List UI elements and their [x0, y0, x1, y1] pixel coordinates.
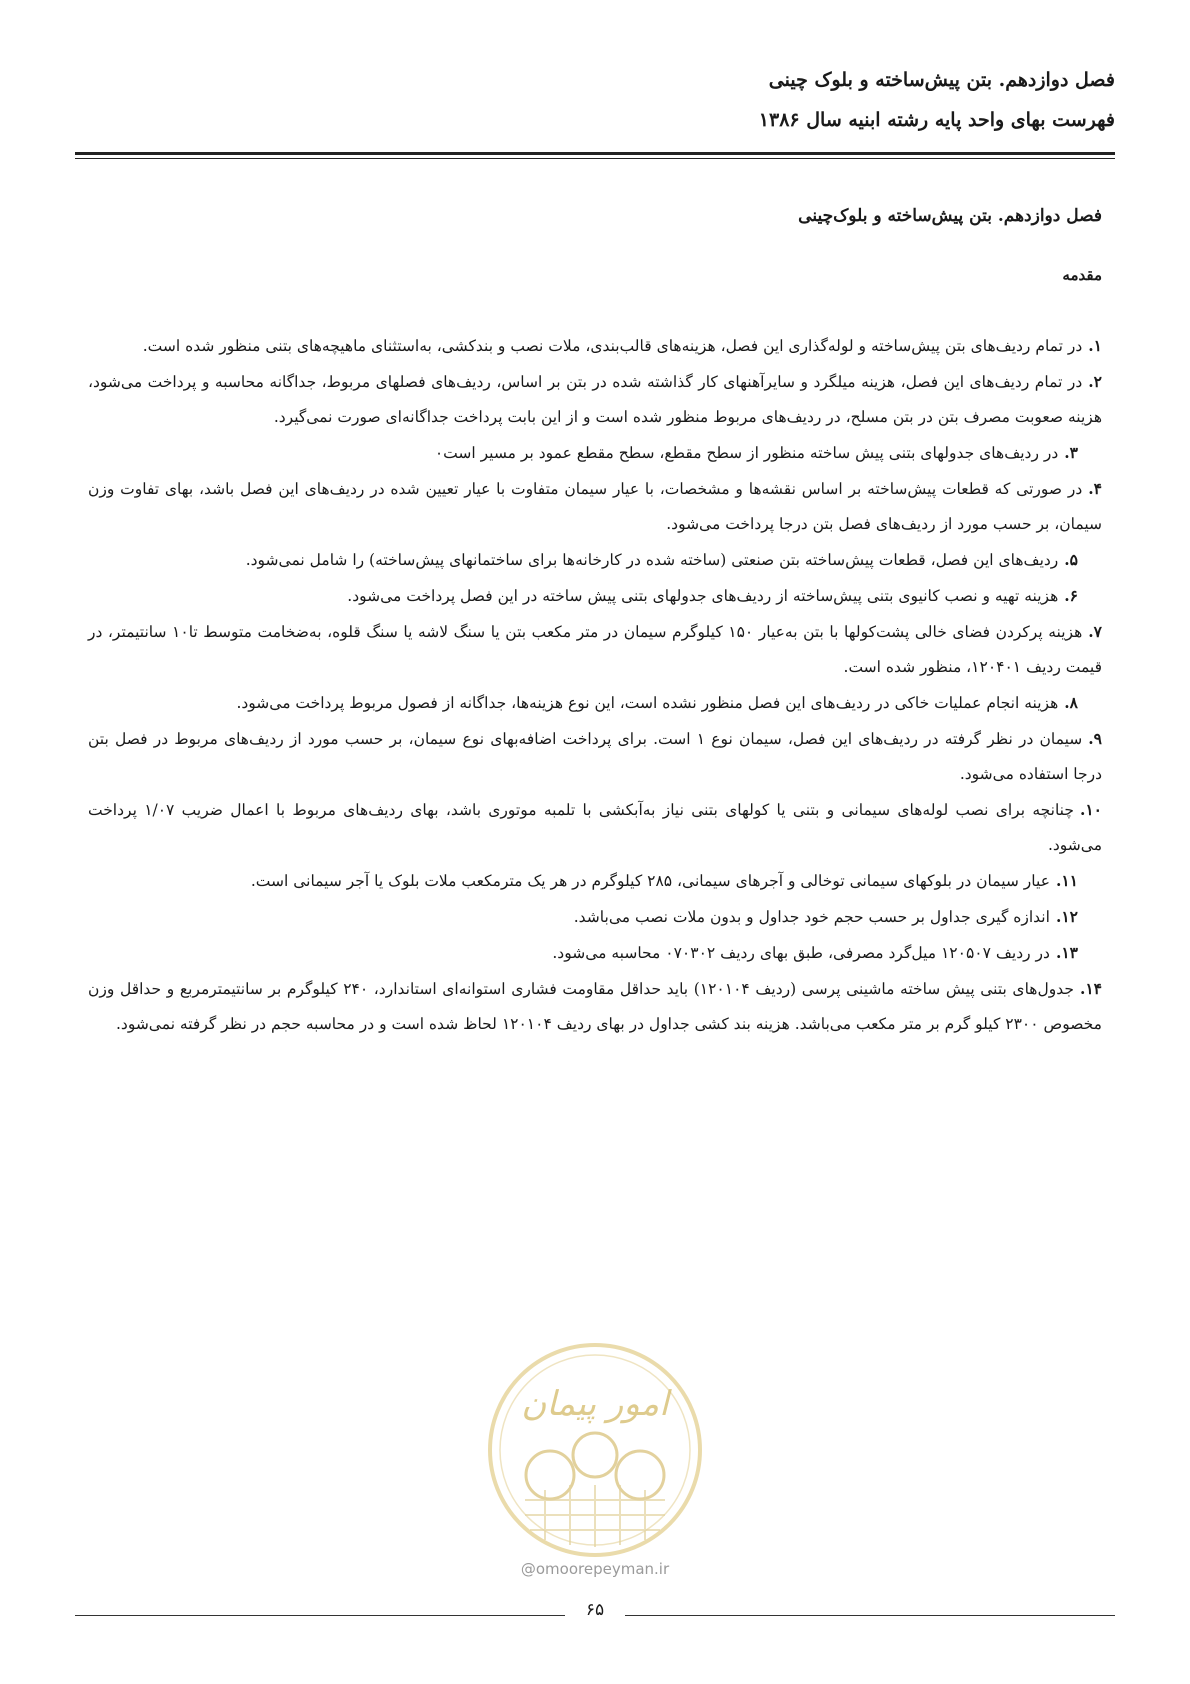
- header-price-list-line: فهرست بهای واحد پایه رشته ابنیه سال ۱۳۸۶: [758, 109, 1115, 131]
- item-number: ۱۰.: [1079, 800, 1103, 819]
- page-number: ۶۵: [585, 1600, 605, 1620]
- list-item: [88, 685, 1102, 721]
- page-footer: [75, 1600, 1115, 1630]
- list-item: [88, 863, 1102, 899]
- watermark-logo-icon: [480, 1335, 710, 1565]
- page-header: [75, 60, 1115, 140]
- item-text: هزینه انجام عملیات خاکی در ردیف‌های این فصل منظور نشده است، این نوع هزینه‌ها، جداگانه از فصول مربوط پرداخت می‌شود.: [236, 694, 1059, 712]
- item-text: ردیف‌های این فصل، قطعات پیش‌ساخته بتن صنعتی (ساخته شده در کارخانه‌ها برای ساختمانهای پیش‌ساخته) را شامل نمی‌شود.: [245, 551, 1059, 569]
- item-number: ۹.: [1088, 729, 1102, 748]
- svg-text:امور پیمان: امور پیمان: [521, 1384, 669, 1424]
- list-item: [88, 935, 1102, 971]
- list-item: [88, 971, 1102, 1042]
- item-number: ۱۳.: [1055, 943, 1078, 962]
- item-number: ۶.: [1064, 586, 1078, 605]
- list-item: [88, 899, 1102, 935]
- item-number: ۱.: [1088, 336, 1102, 355]
- item-number: ۲.: [1088, 372, 1102, 391]
- list-item: [88, 792, 1102, 863]
- item-number: ۱۱.: [1055, 871, 1078, 890]
- header-chapter-line: فصل دوازدهم. بتن پیش‌ساخته و بلوک چینی: [768, 69, 1115, 91]
- list-item: [88, 542, 1102, 578]
- chapter-title: فصل دوازدهم. بتن پیش‌ساخته و بلوک‌چینی: [798, 206, 1102, 226]
- item-text: اندازه گیری جداول بر حسب حجم خود جداول و بدون ملات نصب می‌باشد.: [573, 908, 1050, 926]
- list-item: [88, 328, 1102, 364]
- list-item: [88, 578, 1102, 614]
- item-text: عیار سیمان در بلوکهای سیمانی توخالی و آجرهای سیمانی، ۲۸۵ کیلوگرم در هر یک مترمکعب ملات بلوک یا آجر سیمانی است.: [250, 872, 1050, 890]
- item-text: در تمام ردیف‌های بتن پیش‌ساخته و لوله‌گذاری این فصل، هزینه‌های قالب‌بندی، ملات نصب و بندکشی، به‌استثنای ماهیچه‌های بتنی منظور شده است.: [142, 337, 1083, 355]
- item-number: ۷.: [1088, 622, 1102, 641]
- header-divider-thick: [75, 152, 1115, 155]
- item-number: ۱۴.: [1079, 979, 1102, 998]
- list-item: [88, 435, 1102, 471]
- item-text: جدول‌های بتنی پیش ساخته ماشینی پرسی (ردیف ۱۲۰۱۰۴) باید حداقل مقاومت فشاری استوانه‌ای استاندارد، ۲۴۰ کیلوگرم بر سانتیمترمربع و حداقل وزن مخصوص ۲۳۰۰ کیلو گرم بر متر مکعب می‌باشد. هزینه بند کشی جداول در بهای ردیف ۱۲۰۱۰۴ لحاظ شده است و در محاسبه حجم در نظر گرفته نمی‌شود.: [88, 980, 1102, 1033]
- header-divider-thin: [75, 158, 1115, 159]
- item-text: هزینه تهیه و نصب کانیوی بتنی پیش‌ساخته از ردیف‌های جدولهای بتنی پیش ساخته در این فصل پرداخت می‌شود.: [347, 587, 1059, 605]
- intro-heading: مقدمه: [1062, 266, 1102, 284]
- watermark-site: @omoorepeyman.ir: [520, 1560, 670, 1578]
- item-text: سیمان در نظر گرفته در ردیف‌های این فصل، سیمان نوع ۱ است. برای پرداخت اضافه‌بهای نوع سیمان، بر حسب مورد از ردیف‌های مربوط در فصل بتن درجا استفاده می‌شود.: [88, 730, 1102, 783]
- list-item: [88, 614, 1102, 685]
- item-text: هزینه پرکردن فضای خالی پشت‌کولها با بتن به‌عیار ۱۵۰ کیلوگرم سیمان در متر مکعب بتن یا سنگ لاشه یا سنگ قلوه، به‌ضخامت متوسط تا۱۰ سانتیمتر، در قیمت ردیف ۱۲۰۴۰۱، منظور شده است.: [88, 623, 1102, 676]
- item-text: در ردیف ۱۲۰۵۰۷ میل‌گرد مصرفی، طبق بهای ردیف ۰۷۰۳۰۲ محاسبه می‌شود.: [552, 944, 1050, 962]
- item-text: در صورتی که قطعات پیش‌ساخته بر اساس نقشه‌ها و مشخصات، با عیار سیمان متفاوت با عیار تعیین شده در ردیف‌های این فصل باشد، بهای تفاوت وزن سیمان، بر حسب مورد از ردیف‌های فصل بتن درجا پرداخت می‌شود.: [88, 480, 1102, 533]
- list-item: [88, 364, 1102, 435]
- intro-items-list: [88, 328, 1102, 1042]
- list-item: [88, 721, 1102, 792]
- item-number: ۵.: [1064, 550, 1078, 569]
- list-item: [88, 471, 1102, 542]
- item-number: ۱۲.: [1055, 907, 1078, 926]
- item-number: ۸.: [1064, 693, 1078, 712]
- item-text: در تمام ردیف‌های این فصل، هزینه میلگرد و سایرآهنهای کار گذاشته شده در بتن بر اساس، ردیف‌های فصلهای مربوط، جداگانه محاسبه و پرداخت می‌شود، هزینه صعوبت مصرف بتن در بتن مسلح، در ردیف‌های مربوط منظور شده است و از این بابت پرداخت جداگانه‌ای صورت نمی‌گیرد.: [88, 373, 1102, 426]
- item-text: چنانچه برای نصب لوله‌های سیمانی و بتنی یا کولهای بتنی نیاز به‌آبکشی با تلمبه موتوری باشد، بهای ردیف‌های مربوط با اعمال ضریب ۱/۰۷ پرداخت می‌شود.: [88, 801, 1102, 854]
- item-number: ۳.: [1064, 443, 1078, 462]
- item-number: ۴.: [1088, 479, 1102, 498]
- item-text: در ردیف‌های جدولهای بتنی پیش ساخته منظور از سطح مقطع، سطح مقطع عمود بر مسیر است٠: [434, 444, 1059, 462]
